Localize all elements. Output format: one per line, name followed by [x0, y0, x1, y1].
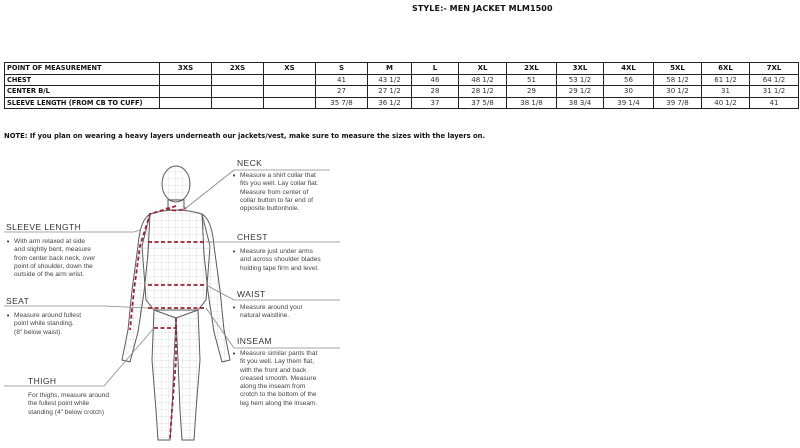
table-cell: [264, 74, 316, 86]
sleeve-length-description: With arm relaxed at side and slightly bent, measure from center back neck, over point of shoulder, down the outside of the arm wrist.: [14, 238, 96, 279]
table-cell: 40 1/2: [702, 97, 750, 109]
table-cell: 38 3/4: [557, 97, 604, 109]
table-cell: 28 1/2: [459, 86, 507, 98]
header-cell: 3XS: [160, 63, 212, 75]
table-row-chest: [5, 74, 799, 86]
table-row-sleeve-length: [5, 97, 799, 109]
header-cell: 5XL: [654, 63, 702, 75]
table-cell: 31 1/2: [750, 86, 799, 98]
layering-note: NOTE: If you plan on wearing a heavy layers underneath our jackets/vest, make sure to measure the sizes with the layers on.: [4, 132, 486, 140]
table-header-row: [5, 63, 799, 75]
table-row-center-bl: [5, 86, 799, 98]
header-cell: 4XL: [604, 63, 654, 75]
table-cell: 64 1/2: [750, 74, 799, 86]
table-cell: [160, 74, 212, 86]
waist-bullet: •: [232, 304, 237, 312]
header-cell: S: [316, 63, 368, 75]
table-cell: 29: [507, 86, 557, 98]
table-cell: 30: [604, 86, 654, 98]
row-label: CHEST: [5, 74, 160, 86]
row-label: SLEEVE LENGTH (FROM CB TO CUFF): [5, 97, 160, 109]
waist-description: Measure around your natural waistline.: [240, 304, 303, 320]
table-cell: [160, 97, 212, 109]
neck-bullet: •: [232, 172, 237, 180]
table-cell: 43 1/2: [368, 74, 412, 86]
header-cell: 2XS: [212, 63, 264, 75]
table-cell: [160, 86, 212, 98]
header-cell: M: [368, 63, 412, 75]
table-cell: 38 1/8: [507, 97, 557, 109]
table-cell: 31: [702, 86, 750, 98]
inseam-bullet: •: [232, 350, 237, 358]
table-cell: 51: [507, 74, 557, 86]
measurement-guide: [0, 150, 800, 448]
table-cell: 37: [412, 97, 459, 109]
neck-description: Measure a shirt collar that fits you well. Lay collar flat. Measure from center of collar button to far end of opposite buttonhole.: [240, 172, 319, 213]
table-cell: 39 7/8: [654, 97, 702, 109]
sleeve-length-title: SLEEVE LENGTH: [6, 222, 82, 232]
table-cell: 28: [412, 86, 459, 98]
size-table: [4, 62, 799, 109]
thigh-description: For thighs, measure around the fullest point while standing (4" below crotch): [28, 392, 109, 416]
sleeve-bullet: •: [6, 238, 11, 246]
header-cell: 3XL: [557, 63, 604, 75]
inseam-description: Measure similar pants that fit you well. Lay them flat, with the front and back creased smooth. Measure along the inseam from crotch to the bottom of the leg hem along the inseam.: [240, 350, 318, 407]
table-cell: 61 1/2: [702, 74, 750, 86]
table-cell: 48 1/2: [459, 74, 507, 86]
neck-title: NECK: [237, 158, 263, 168]
table-cell: 58 1/2: [654, 74, 702, 86]
table-cell: 35 7/8: [316, 97, 368, 109]
header-cell: XL: [459, 63, 507, 75]
body-figure-illustration: [0, 150, 800, 448]
table-cell: [212, 97, 264, 109]
seat-title: SEAT: [6, 296, 30, 306]
chest-bullet: •: [232, 248, 237, 256]
header-cell: XS: [264, 63, 316, 75]
table-cell: [264, 97, 316, 109]
inseam-title: INSEAM: [237, 336, 272, 346]
chest-title: CHEST: [237, 232, 268, 242]
figure-outline: [122, 166, 230, 440]
header-cell: POINT OF MEASUREMENT: [5, 63, 160, 75]
header-cell: 6XL: [702, 63, 750, 75]
table-cell: 27: [316, 86, 368, 98]
row-label: CENTER B/L: [5, 86, 160, 98]
waist-title: WAIST: [237, 289, 266, 299]
table-cell: 53 1/2: [557, 74, 604, 86]
header-cell: L: [412, 63, 459, 75]
table-cell: [212, 86, 264, 98]
table-cell: 37 5/8: [459, 97, 507, 109]
table-cell: 41: [750, 97, 799, 109]
header-cell: 7XL: [750, 63, 799, 75]
seat-bullet: •: [6, 312, 11, 320]
chest-description: Measure just under arms and across shoulder blades holding tape firm and level.: [240, 248, 321, 272]
table-cell: 39 1/4: [604, 97, 654, 109]
table-cell: 36 1/2: [368, 97, 412, 109]
table-cell: 41: [316, 74, 368, 86]
thigh-title: THIGH: [28, 376, 57, 386]
table-cell: 46: [412, 74, 459, 86]
header-cell: 2XL: [507, 63, 557, 75]
table-cell: 27 1/2: [368, 86, 412, 98]
table-cell: 29 1/2: [557, 86, 604, 98]
table-cell: [264, 86, 316, 98]
style-title: STYLE:- MEN JACKET MLM1500: [412, 4, 553, 13]
table-cell: [212, 74, 264, 86]
seat-description: Measure around fullest point while standing. (8" below waist).: [14, 312, 82, 336]
table-cell: 30 1/2: [654, 86, 702, 98]
table-cell: 56: [604, 74, 654, 86]
